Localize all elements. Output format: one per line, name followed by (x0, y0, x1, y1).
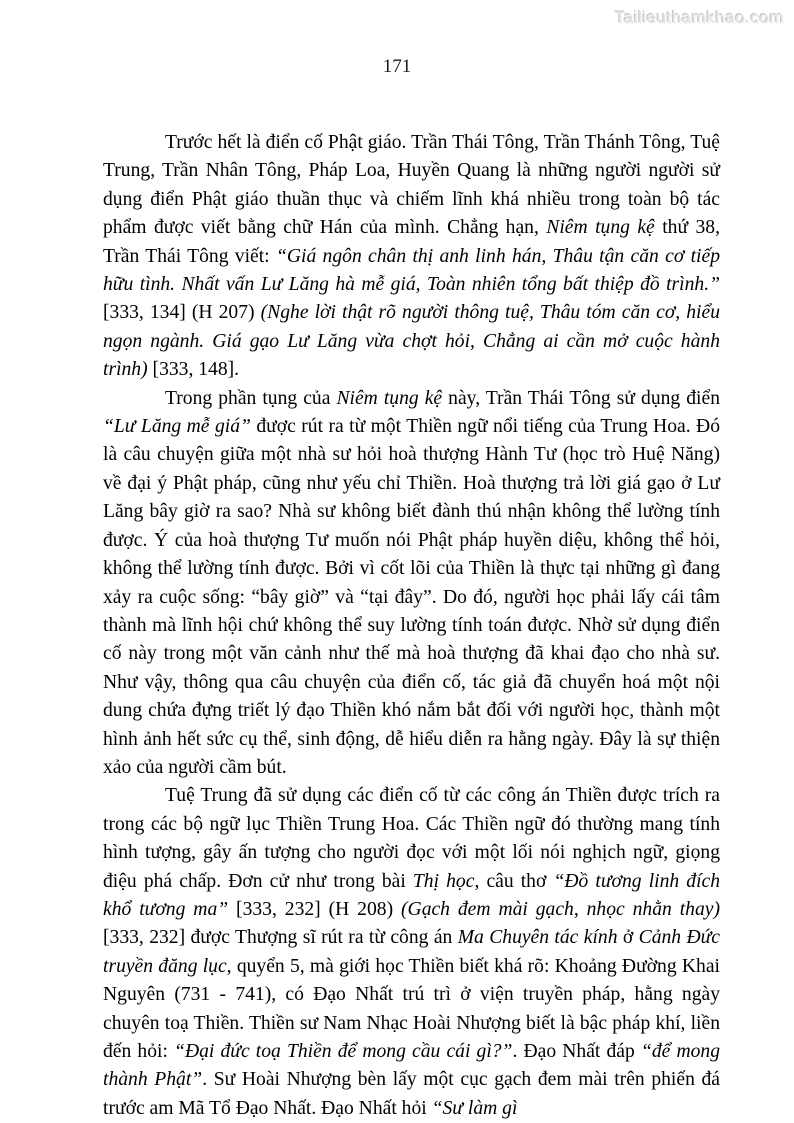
italic-text-run: Ma Chuyên tác kính (457, 927, 618, 949)
paragraph (103, 385, 720, 783)
text-run: quyển 5, mà giới học Thiền biết khá rõ: Khoảng Đường Khai Nguyên (731 - 741), có Đạo Nhất trú trì ở viện truyền pháp, hằng ngày chuyên toạ Thiền. Thiền sư Nam Nhạc Hoài Nhượng biết là bậc pháp khí, liền đến hỏi: (103, 955, 720, 1062)
italic-text-run: “Lư Lăng mễ giá” (103, 416, 251, 438)
text-run: [333, 232] (H 208) (228, 898, 402, 920)
paragraph (103, 129, 720, 385)
text-run: [333, 148]. (147, 359, 240, 381)
italic-text-run: “Đồ tương linh đích khổ tương ma” (103, 870, 721, 920)
text-run: . Đạo Nhất đáp (512, 1041, 641, 1062)
text-run: ở (617, 927, 639, 949)
text-run: thứ 38, Trần Thái Tông viết: (103, 217, 720, 267)
italic-text-run: Cảnh Đức truyền đăng lục, (103, 927, 720, 977)
italic-text-run: “Đại đức toạ Thiền để mong cầu cái gì?” (174, 1041, 513, 1062)
watermark-text: Tailieuthamkhao.com (614, 8, 784, 27)
text-run: Trong phần tụng của (165, 387, 337, 409)
italic-text-run: (Nghe lời thật rõ người thông tuệ, Thâu tóm căn cơ, hiểu ngọn ngành. Giá gạo Lư Lăng vừa chợt hỏi, Chẳng ai cần mở cuộc hành trình) (103, 302, 720, 381)
text-run: được rút ra từ một Thiền ngữ nổi tiếng của Trung Hoa. Đó là câu chuyện giữa một nhà sư hỏi hoà thượng Hành Tư (học trò Huệ Năng) về đại ý Phật pháp, cũng như yếu chỉ Thiền. Hoà thượng trả lời giá gạo ở Lư Lăng bây giờ ra sao? Nhà sư không biết đành thú nhận không thể lường tính được. Ý của hoà thượng Tư muốn nói Phật pháp huyền diệu, không thể hỏi, không thể lường tính được. Bởi vì cốt lõi của Thiền là thực tại những gì đang xảy ra cuộc sống: “bây giờ” và “tại đây”. Do đó, người học phải lấy cái tâm thành mà lĩnh hội chứ không thể suy lường tính toán được. Nhờ sử dụng điển cố này trong một văn cảnh như thế mà hoà thượng đã khai đạo cho nhà sư. Như vậy, thông qua câu chuyện của điển cố, tác giả đã chuyển hoá một nội dung chứa đựng triết lý đạo Thiền khó nắm bắt đối với người học, thành một hình ảnh hết sức cụ thể, sinh động, dễ hiểu diễn ra hằng ngày. Đây là sự thiện xảo của người cầm bút. (103, 416, 720, 778)
text-run: Trước hết là điển cố Phật giáo. Trần Thái Tông, Trần Thánh Tông, Tuệ Trung, Trần Nhân Tông, Pháp Loa, Huyền Quang là những người người sử dụng điển Phật giáo thuần thục và chiếm lĩnh khá nhiều trong toàn bộ tác phẩm được viết bằng chữ Hán của mình. Chẳng hạn, (103, 132, 720, 239)
text-run: [333, 134] (H 207) (103, 302, 261, 324)
document-body (103, 129, 720, 1123)
paragraph (103, 782, 720, 1123)
text-run: Tuệ Trung đã sử dụng các điển cố từ các công án Thiền được trích ra trong các bộ ngữ lục Thiền Trung Hoa. Các Thiền ngữ đó thường mang tính hình tượng, gây ấn tượng cho người đọc với một lối nói nghịch ngữ, giọng điệu phá chấp. Đơn cử như trong bài (103, 785, 720, 892)
text-run: , câu thơ (474, 870, 554, 892)
italic-text-run: Niêm tụng kệ (336, 387, 443, 409)
italic-text-run: Niêm tụng kệ (546, 217, 655, 239)
text-run: này, Trần Thái Tông sử dụng điển (442, 387, 720, 409)
page-number: 171 (382, 56, 412, 77)
text-run: [333, 232] được Thượng sĩ rút ra từ công án (103, 927, 458, 949)
italic-text-run: “Giá ngôn chân thị anh linh hán, Thâu tận căn cơ tiếp hữu tình. Nhất vấn Lư Lăng hà mễ giá, Toàn nhiên tổng bất thiệp đồ trình.” (103, 245, 720, 296)
text-run: . Sư Hoài Nhượng bèn lấy một cục gạch đem mài trên phiến đá trước am Mã Tổ Đạo Nhất. Đạo Nhất hỏi (103, 1069, 720, 1119)
italic-text-run: Thị học (412, 870, 475, 892)
italic-text-run: (Gạch đem mài gạch, nhọc nhằn thay) (401, 898, 720, 920)
italic-text-run: “để mong thành Phật” (103, 1041, 720, 1091)
italic-text-run: “Sư làm gì (431, 1097, 518, 1119)
